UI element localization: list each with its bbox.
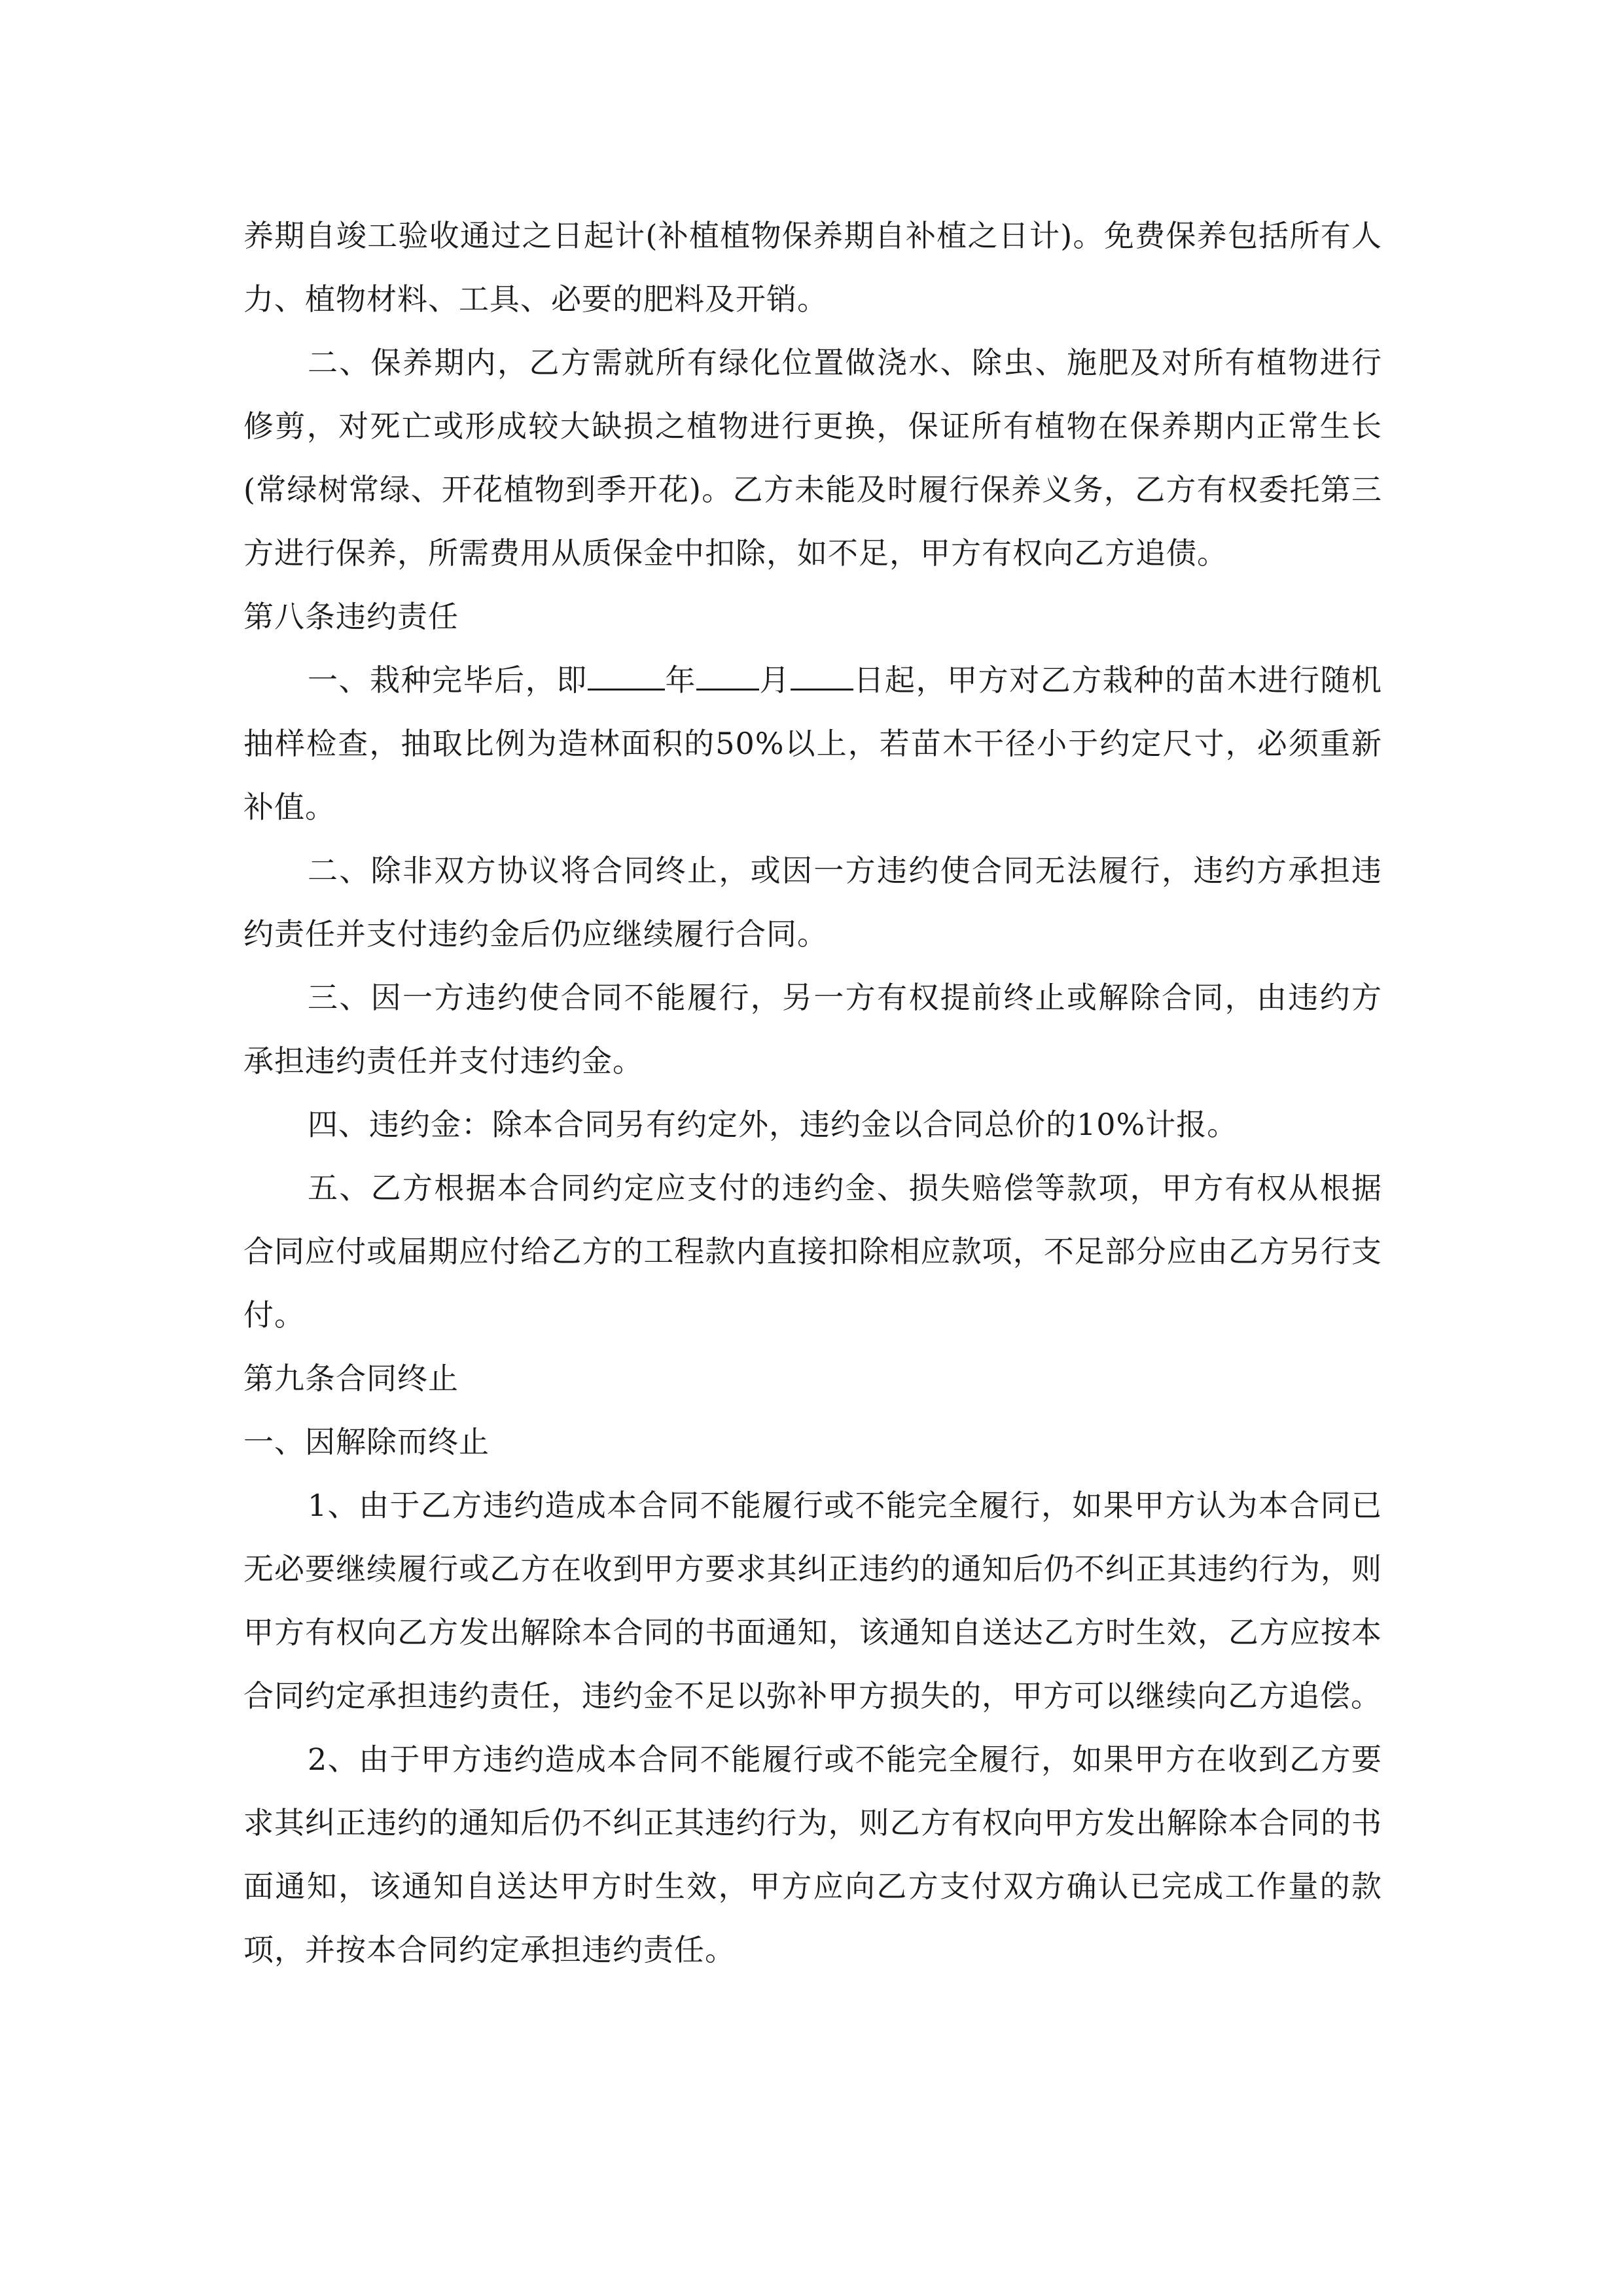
paragraph-penalty-rate: 四、违约金：除本合同另有约定外，违约金以合同总价的10%计报。	[308, 1107, 1238, 1142]
article-9-heading: 第九条合同终止	[243, 1361, 459, 1396]
paragraph-maintenance-duties: 二、保养期内，乙方需就所有绿化位置做浇水、除虫、施肥及对所有植物进行修剪，对死亡或形成较大缺损之植物进行更换，保证所有植物在保养期内正常生长(常绿树常绿、开花植物到季开花)。乙方未能及时履行保养义务，乙方有权委托第三方进行保养，所需费用从质保金中扣除，如不足，甲方有权向乙方追债。	[243, 345, 1382, 571]
paragraph-maintenance-period: 养期自竣工验收通过之日起计(补植植物保养期自补植之日计)。免费保养包括所有人力、植物材料、工具、必要的肥料及开销。	[243, 218, 1382, 317]
month-blank	[696, 651, 759, 691]
day-blank	[791, 651, 853, 691]
year-label: 年	[664, 662, 696, 698]
inspection-text-end: 日起，甲方对乙方栽种的苗木进行随机抽样检查，抽取比例为造林面积的50%以上，若苗木干径小于约定尺寸，必须重新补值。	[243, 662, 1383, 825]
article-8-heading: 第八条违约责任	[243, 599, 459, 634]
paragraph-continue-performance: 二、除非双方协议将合同终止，或因一方违约使合同无法履行，违约方承担违约责任并支付违约金后仍应继续履行合同。	[243, 853, 1382, 952]
year-blank	[588, 651, 665, 691]
inspection-text-start: 一、栽种完毕后，即	[308, 662, 588, 698]
termination-by-rescission-heading: 一、因解除而终止	[243, 1424, 490, 1460]
paragraph-party-b-breach: 1、由于乙方违约造成本合同不能履行或不能完全履行，如果甲方认为本合同已无必要继续履行或乙方在收到甲方要求其纠正违约的通知后仍不纠正其违约行为，则甲方有权向乙方发出解除本合同的书面通知，该通知自送达乙方时生效，乙方应按本合同约定承担违约责任，违约金不足以弥补甲方损失的，甲方可以继续向乙方追偿。	[243, 1488, 1382, 1713]
paragraph-party-a-breach: 2、由于甲方违约造成本合同不能履行或不能完全履行，如果甲方在收到乙方要求其纠正违约的通知后仍不纠正其违约行为，则乙方有权向甲方发出解除本合同的书面通知，该通知自送达甲方时生效，甲方应向乙方支付双方确认已完成工作量的款项，并按本合同约定承担违约责任。	[243, 1742, 1382, 1967]
paragraph-early-termination: 三、因一方违约使合同不能履行，另一方有权提前终止或解除合同，由违约方承担违约责任并支付违约金。	[243, 980, 1382, 1079]
month-label: 月	[758, 662, 791, 698]
paragraph-inspection	[243, 649, 1382, 839]
document-body	[243, 204, 1382, 1982]
paragraph-deduction: 五、乙方根据本合同约定应支付的违约金、损失赔偿等款项，甲方有权从根据合同应付或届期应付给乙方的工程款内直接扣除相应款项，不足部分应由乙方另行支付。	[243, 1170, 1382, 1333]
